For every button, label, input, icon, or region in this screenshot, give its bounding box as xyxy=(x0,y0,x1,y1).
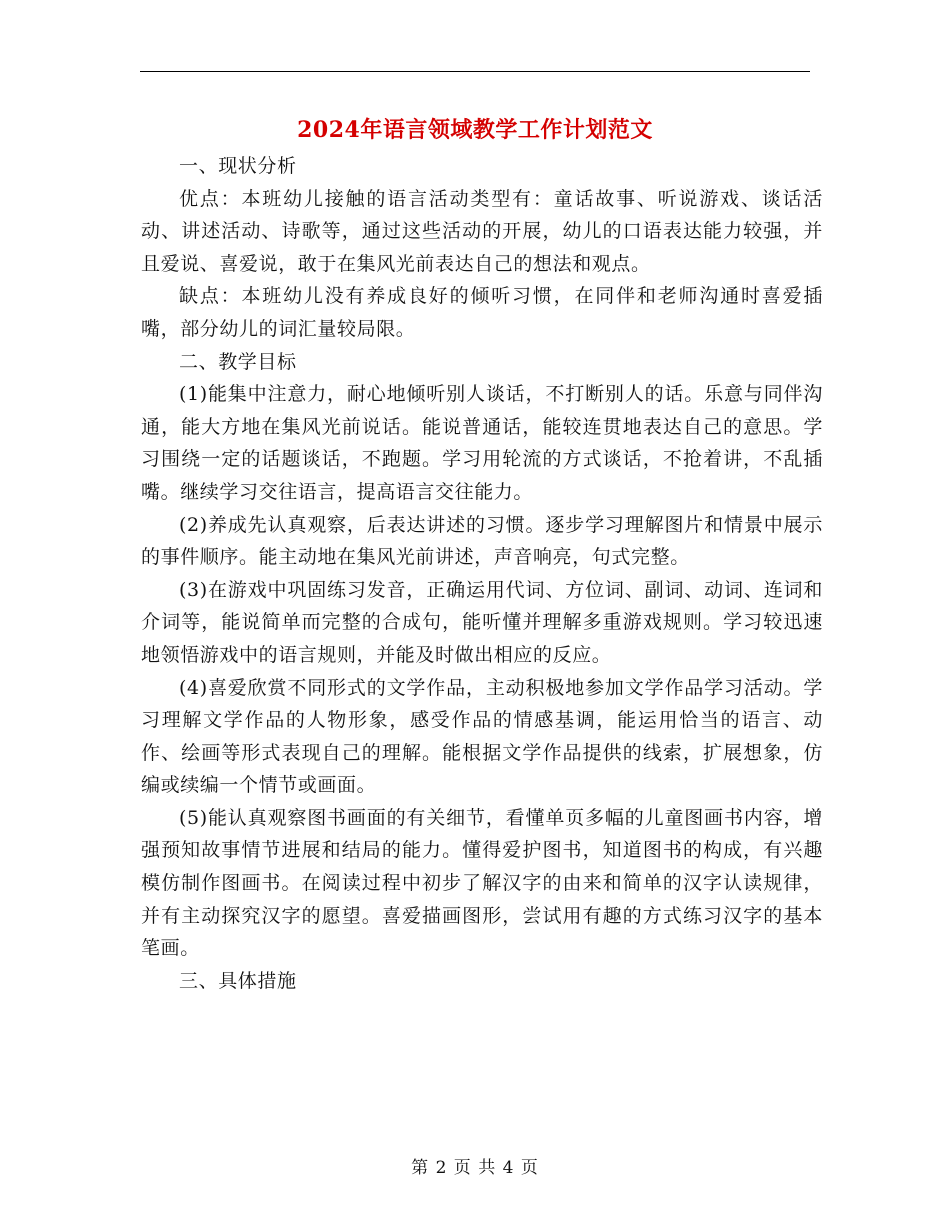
page-number-footer: 第 2 页 共 4 页 xyxy=(411,1158,539,1178)
paragraph-strengths: 优点：本班幼儿接触的语言活动类型有：童话故事、听说游戏、谈话活动、讲述活动、诗歌等，通过这些活动的开展，幼儿的口语表达能力较强，并且爱说、喜爱说，敢于在集风光前表达自己的想法和观点。 xyxy=(141,187,823,275)
goal-paragraph-1: (1)能集中注意力，耐心地倾听别人谈话，不打断别人的话。乐意与同伴沟通，能大方地在集风光前说话。能说普通话，能较连贯地表达自己的意思。学习围绕一定的话题谈话，不跑题。学习用轮流的方式谈话，不抢着讲，不乱插嘴。继续学习交往语言，提高语言交往能力。 xyxy=(141,383,823,503)
goal-paragraph-4: (4)喜爱欣赏不同形式的文学作品，主动积极地参加文学作品学习活动。学习理解文学作品的人物形象，感受作品的情感基调，能运用恰当的语言、动作、绘画等形式表现自己的理解。能根据文学作品提供的线索，扩展想象，仿编或续编一个情节或画面。 xyxy=(141,676,823,797)
header-rule xyxy=(140,71,810,72)
paragraph-weaknesses: 缺点：本班幼儿没有养成良好的倾听习惯，在同伴和老师沟通时喜爱插嘴，部分幼儿的词汇量较局限。 xyxy=(141,285,823,340)
document-body xyxy=(141,150,823,997)
section-heading-3: 三、具体措施 xyxy=(179,969,297,992)
goal-paragraph-3: (3)在游戏中巩固练习发音，正确运用代词、方位词、副词、动词、连词和介词等，能说简单而完整的合成句，能听懂并理解多重游戏规则。学习较迅速地领悟游戏中的语言规则，并能及时做出相应的反应。 xyxy=(141,578,823,666)
section-heading-2: 二、教学目标 xyxy=(179,350,297,373)
goal-paragraph-5: (5)能认真观察图书画面的有关细节，看懂单页多幅的儿童图画书内容，增强预知故事情节进展和结局的能力。懂得爱护图书，知道图书的构成，有兴趣模仿制作图画书。在阅读过程中初步了解汉字的由来和简单的汉字认读规律，并有主动探究汉字的愿望。喜爱描画图形，尝试用有趣的方式练习汉字的基本笔画。 xyxy=(141,806,823,960)
section-heading-1: 一、现状分析 xyxy=(179,155,297,177)
goal-paragraph-2: (2)养成先认真观察，后表达讲述的习惯。逐步学习理解图片和情景中展示的事件顺序。能主动地在集风光前讲述，声音响亮，句式完整。 xyxy=(141,513,823,569)
document-title: 2024年语言领域教学工作计划范文 xyxy=(297,117,653,143)
